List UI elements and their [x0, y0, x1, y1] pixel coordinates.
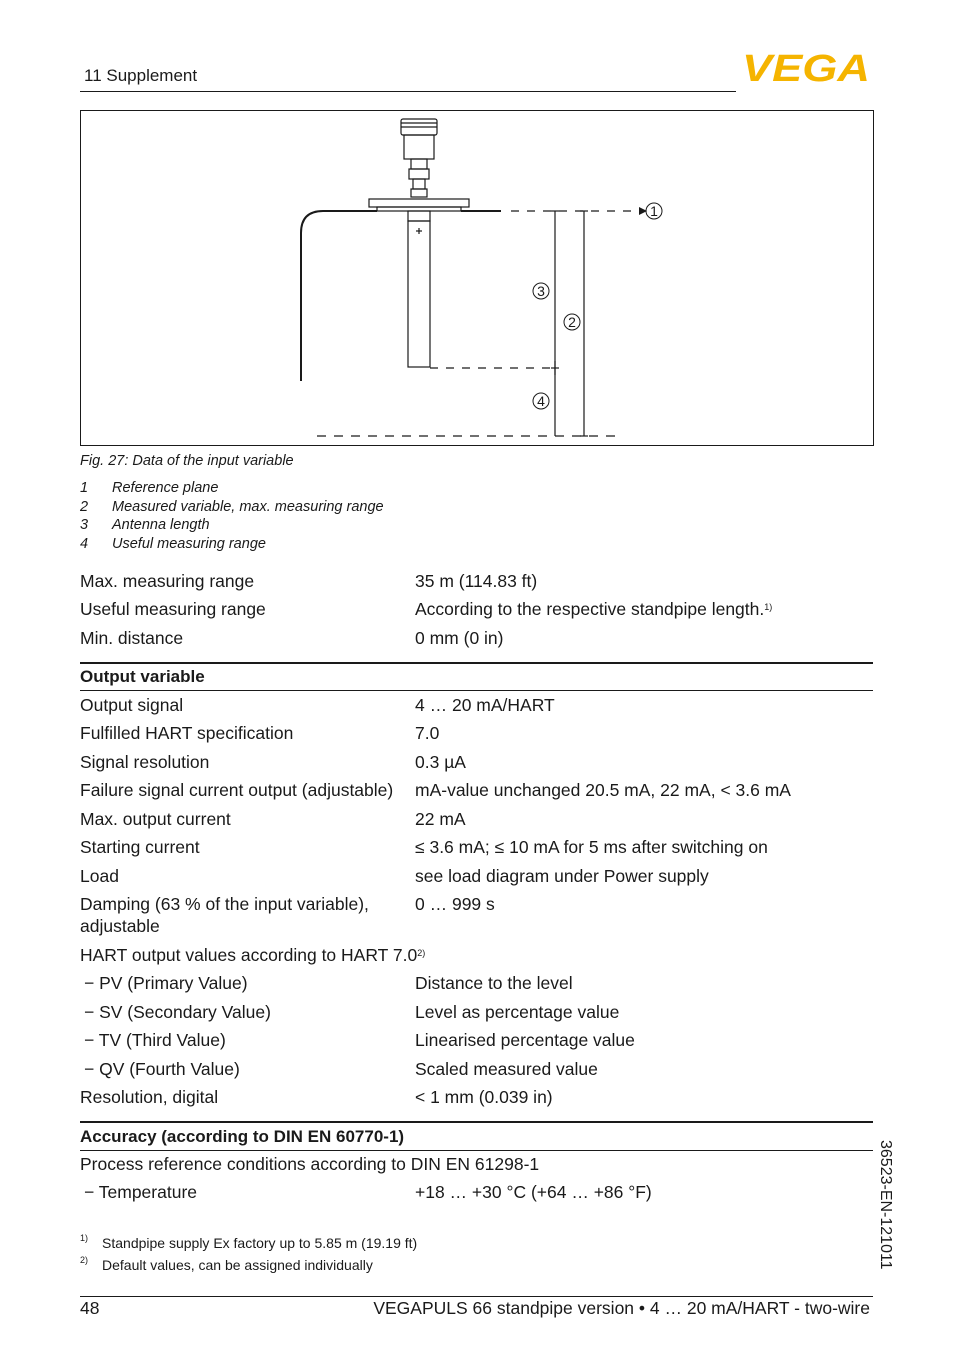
vessel-wall — [301, 211, 377, 381]
section-rule — [80, 662, 873, 664]
radar-diagram — [81, 111, 873, 445]
figure-caption: Fig. 27: Data of the input variable — [80, 453, 294, 469]
footnote: $^{2)}$ Default values, can be assigned individually — [80, 1255, 373, 1273]
document-id: 36523-EN-121011 — [877, 1140, 894, 1270]
antenna-tube — [408, 221, 430, 367]
marker-1: 1 — [650, 203, 658, 219]
section-rule — [80, 1150, 873, 1151]
marker-2: 2 — [568, 314, 576, 330]
legend-item: 2 Measured variable, max. measuring range — [80, 498, 384, 515]
logo-text: VEGA — [742, 52, 870, 84]
vega-logo — [740, 52, 872, 84]
header-rule — [80, 91, 736, 92]
legend-item: 4 Useful measuring range — [80, 536, 266, 553]
section-rule — [80, 1121, 873, 1123]
section-rule — [80, 690, 873, 691]
footnote: $^{1)}$ Standpipe supply Ex factory up to 5.85 m (19.19 ft) — [80, 1233, 418, 1251]
flange — [369, 199, 469, 207]
section-title: 11 Supplement — [84, 66, 198, 85]
legend-item: 3 Antenna length — [80, 517, 210, 534]
section-heading-output: Output variable — [80, 667, 205, 686]
figure-box — [80, 110, 874, 446]
footer-rule — [80, 1296, 873, 1297]
legend-item: 1 Reference plane — [80, 480, 219, 496]
section-heading-accuracy: Accuracy (according to DIN EN 60770-1) — [80, 1127, 405, 1146]
marker-4: 4 — [537, 393, 545, 409]
sensor-head — [404, 135, 434, 159]
marker-3: 3 — [537, 283, 545, 299]
document-title: VEGAPULS 66 standpipe version • 4 … 20 mA/HART - two-wire — [373, 1298, 870, 1318]
page-number: 48 — [80, 1298, 100, 1318]
figure-legend — [80, 479, 384, 554]
